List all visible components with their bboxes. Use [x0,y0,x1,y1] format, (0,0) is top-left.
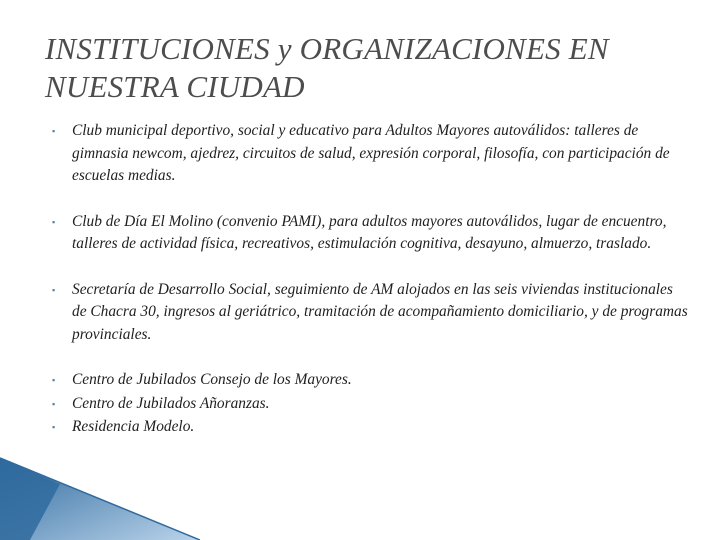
title-line-1: INSTITUCIONES y ORGANIZACIONES EN [45,31,609,66]
list-item [50,416,690,439]
corner-decoration [0,450,200,540]
bullet-icon: ▪ [52,422,56,432]
list-item-text: Centro de Jubilados Consejo de los Mayores. [72,371,352,388]
bullet-icon: ▪ [52,398,56,409]
slide-title [45,30,695,106]
bullet-icon: ▪ [52,126,56,136]
list-item-text: Centro de Jubilados Añoranzas. [72,394,270,412]
list-item-text: Club municipal deportivo, social y educativo para Adultos Mayores autoválidos: talleres de gimnasia newcom, ajedrez, circuitos de salud, expresión corporal, filosofía, con participación de escuelas medias. [72,122,670,184]
list-item [50,211,690,256]
list-item-text: Residencia Modelo. [72,418,195,435]
list-item [50,120,690,188]
title-line-2: NUESTRA CIUDAD [45,69,305,104]
bullet-icon: ▪ [52,284,56,295]
bullet-list [50,120,690,439]
bullet-icon: ▪ [52,216,56,227]
bullet-icon: ▪ [52,375,56,385]
list-item-text: Secretaría de Desarrollo Social, seguimiento de AM alojados en las seis viviendas institucionales de Chacra 30, ingresos al geriátrico, tramitación de acompañamiento domiciliario, y de programas provinciales. [72,280,688,343]
list-item-text: Club de Día El Molino (convenio PAMI), para adultos mayores autoválidos, lugar de encuentro, talleres de actividad física, recreativos, estimulación cognitiva, desayuno, almuerzo, traslado. [72,212,667,252]
list-item [50,393,690,416]
list-item [50,369,690,392]
list-item [50,279,690,347]
